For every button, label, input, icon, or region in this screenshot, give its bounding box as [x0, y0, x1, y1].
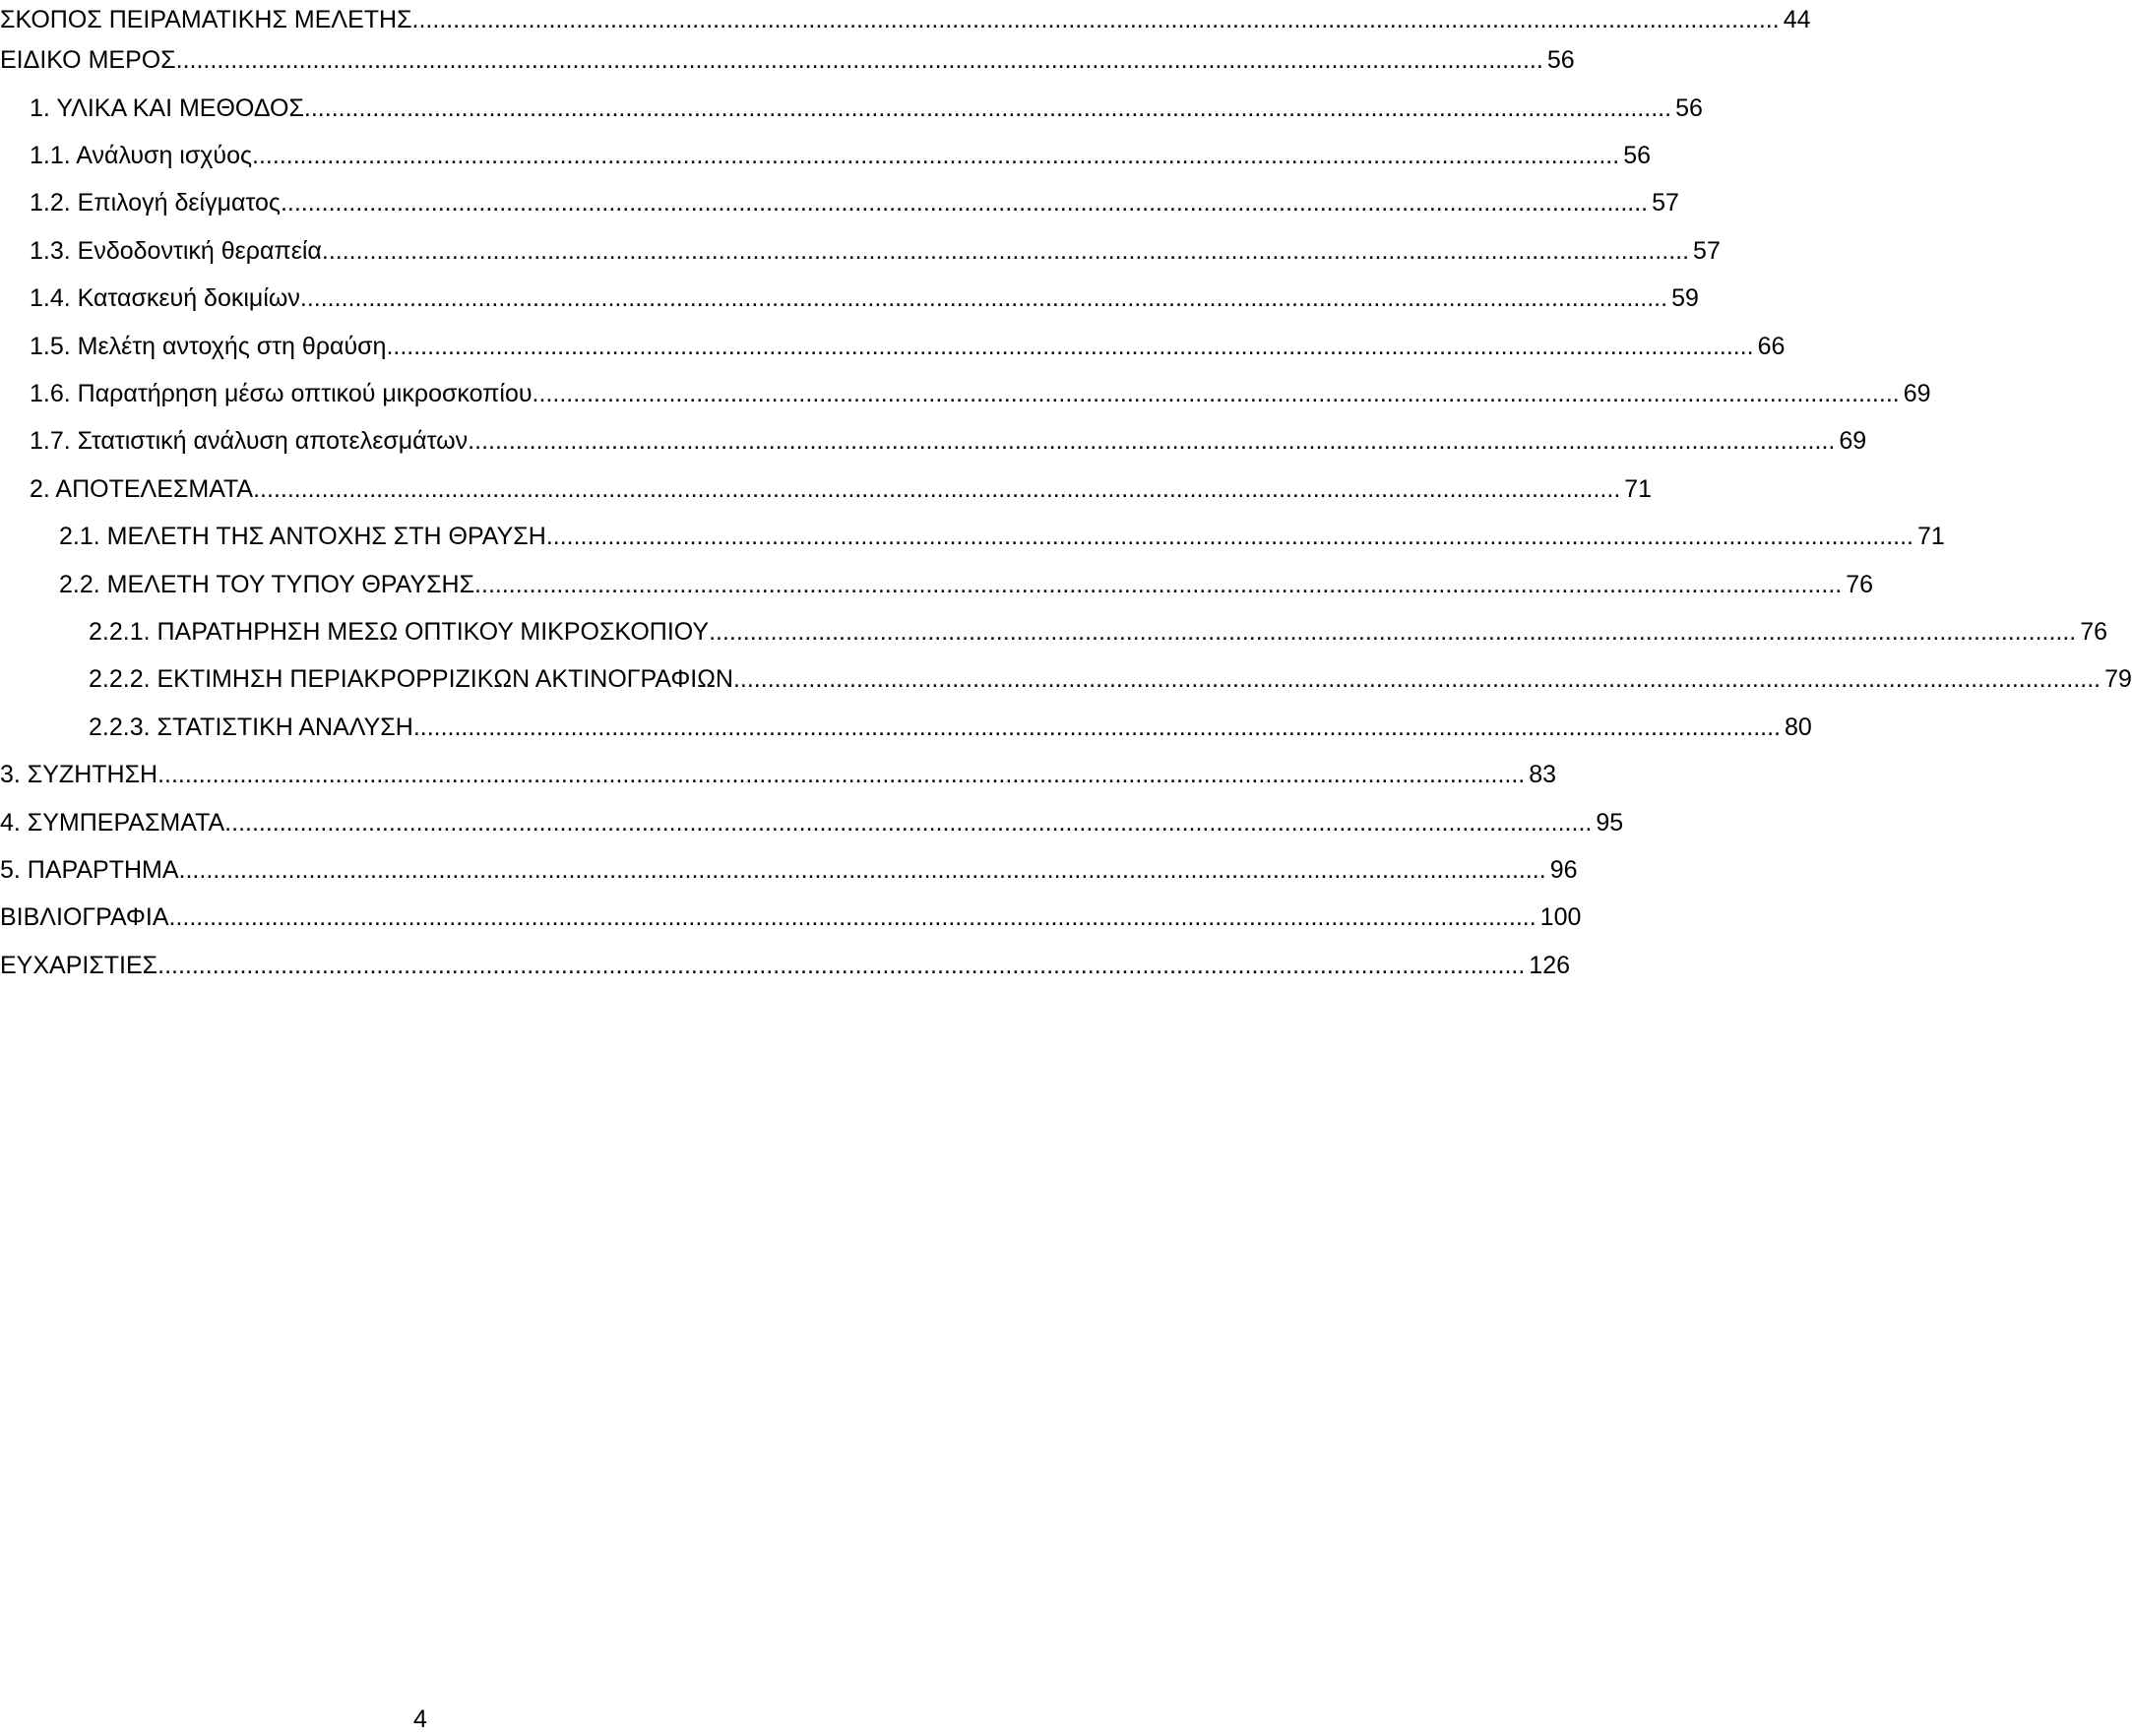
toc-entry-page: 96	[1546, 850, 1578, 890]
toc-entry	[89, 659, 2132, 699]
toc-entry-label: 1.1. Ανάλυση ισχύος	[30, 136, 252, 175]
toc-entry	[30, 89, 1703, 128]
toc-entry-page: 44	[1780, 0, 1811, 39]
dot-leader: ........................................................................................................................................................................................................	[157, 952, 1526, 979]
dot-leader: ........................................................................................................................................................................................................	[709, 618, 2077, 646]
dot-leader: ........................................................................................................................................................................................................	[303, 94, 1672, 122]
dot-leader: ........................................................................................................................................................................................................	[474, 571, 1843, 598]
toc-entry-page: 57	[1689, 231, 1721, 271]
toc-entry-page: 79	[2101, 659, 2132, 699]
toc-entry-label: ΕΥΧΑΡΙΣΤΙΕΣ	[0, 946, 157, 985]
dot-leader: ........................................................................................................................................................................................................	[532, 380, 1900, 407]
dot-leader: ........................................................................................................................................................................................................	[157, 761, 1526, 788]
dot-leader: ........................................................................................................................................................................................................	[280, 189, 1649, 217]
toc-entry-label: 3. ΣΥΖΗΤΗΣΗ	[0, 755, 157, 794]
dot-leader: ........................................................................................................................................................................................................	[321, 237, 1690, 265]
toc-entry-page: 76	[2076, 612, 2107, 651]
toc-entry	[30, 279, 1699, 318]
dot-leader: ........................................................................................................................................................................................................	[168, 903, 1536, 931]
toc-entry-label: 2. ΑΠΟΤΕΛΕΣΜΑΤΑ	[30, 469, 253, 509]
toc-entry-label: 1.6. Παρατήρηση μέσω οπτικού μικροσκοπίου	[30, 374, 533, 413]
toc-entry-label: 1.2. Επιλογή δείγματος	[30, 183, 281, 222]
dot-leader: ........................................................................................................................................................................................................	[253, 475, 1621, 503]
toc-entry	[0, 803, 1624, 842]
dot-leader: ........................................................................................................................................................................................................	[252, 142, 1620, 169]
dot-leader: ........................................................................................................................................................................................................	[732, 665, 2101, 693]
toc-entry	[30, 374, 1931, 413]
toc-entry-label: 2.2.2. ΕΚΤΙΜΗΣΗ ΠΕΡΙΑΚΡΟΡΡΙΖΙΚΩΝ ΑΚΤΙΝΟΓΡΑΦΙΩΝ	[89, 659, 733, 699]
dot-leader: ........................................................................................................................................................................................................	[411, 6, 1780, 33]
dot-leader: ........................................................................................................................................................................................................	[386, 333, 1754, 360]
toc-entry	[30, 469, 1653, 509]
toc-entry	[89, 612, 2108, 651]
toc-entry	[89, 708, 1812, 747]
toc-entry-label: 1.4. Κατασκευή δοκιμίων	[30, 279, 300, 318]
toc-entry-label: 1.3. Ενδοδοντική θεραπεία	[30, 231, 322, 271]
toc-entry-page: 100	[1536, 898, 1582, 937]
toc-entry-page: 56	[1619, 136, 1651, 175]
toc-entry-page: 76	[1842, 565, 1873, 604]
toc-entry-page: 66	[1754, 327, 1786, 366]
toc-entry-page: 56	[1671, 89, 1703, 128]
dot-leader: ........................................................................................................................................................................................................	[468, 427, 1836, 455]
toc-entry	[30, 421, 1867, 461]
toc-entry-label: 4. ΣΥΜΠΕΡΑΣΜΑΤΑ	[0, 803, 224, 842]
toc-entry	[0, 755, 1557, 794]
toc-entry-label: ΕΙΔΙΚΟ ΜΕΡΟΣ	[0, 40, 176, 80]
toc-entry	[0, 898, 1582, 937]
toc-entry	[30, 327, 1786, 366]
toc-entry-page: 59	[1667, 279, 1699, 318]
toc-entry	[30, 231, 1721, 271]
toc-entry-label: 5. ΠΑΡΑΡΤΗΜΑ	[0, 850, 179, 890]
toc-entry-label: 2.2.1. ΠΑΡΑΤΗΡΗΣΗ ΜΕΣΩ ΟΠΤΙΚΟΥ ΜΙΚΡΟΣΚΟΠΙΟΥ	[89, 612, 709, 651]
toc-entry-label: 2.2. ΜΕΛΕΤΗ ΤΟΥ ΤΥΠΟΥ ΘΡΑΥΣΗΣ	[59, 565, 474, 604]
toc-entry-page: 69	[1835, 421, 1866, 461]
toc-entry	[0, 0, 1811, 39]
dot-leader: ........................................................................................................................................................................................................	[178, 856, 1546, 884]
toc-entry-label: 1.5. Μελέτη αντοχής στη θραύση	[30, 327, 386, 366]
toc-entry-label: ΒΙΒΛΙΟΓΡΑΦΙΑ	[0, 898, 169, 937]
toc-entry-label: ΣΚΟΠΟΣ ΠΕΙΡΑΜΑΤΙΚΗΣ ΜΕΛΕΤΗΣ	[0, 0, 412, 39]
toc-entry-label: 1.7. Στατιστική ανάλυση αποτελεσμάτων	[30, 421, 468, 461]
page-number: 4	[413, 1705, 427, 1733]
dot-leader: ........................................................................................................................................................................................................	[412, 713, 1781, 741]
toc-entry	[30, 136, 1652, 175]
toc-entry-page: 126	[1525, 946, 1570, 985]
dot-leader: ........................................................................................................................................................................................................	[175, 46, 1543, 74]
toc-entry-page: 71	[1620, 469, 1652, 509]
toc-entry-page: 83	[1525, 755, 1556, 794]
toc-entry-page: 57	[1648, 183, 1679, 222]
toc-entry	[0, 946, 1571, 985]
toc-entry	[59, 517, 1945, 556]
toc-entry-label: 2.1. ΜΕΛΕΤΗ ΤΗΣ ΑΝΤΟΧΗΣ ΣΤΗ ΘΡΑΥΣΗ	[59, 517, 546, 556]
toc-entry	[30, 183, 1679, 222]
toc-entry-page: 69	[1900, 374, 1931, 413]
toc-entry	[59, 565, 1874, 604]
toc-entry-label: 2.2.3. ΣΤΑΤΙΣΤΙΚΗ ΑΝΑΛΥΣΗ	[89, 708, 413, 747]
toc-entry	[0, 40, 1575, 80]
dot-leader: ........................................................................................................................................................................................................	[545, 523, 1913, 550]
toc-entry	[0, 850, 1578, 890]
dot-leader: ........................................................................................................................................................................................................	[224, 809, 1593, 837]
dot-leader: ........................................................................................................................................................................................................	[299, 284, 1668, 312]
toc-entry-page: 80	[1781, 708, 1812, 747]
toc-entry-page: 95	[1592, 803, 1623, 842]
toc-entry-page: 71	[1913, 517, 1945, 556]
toc-entry-label: 1. ΥΛΙΚΑ ΚΑΙ ΜΕΘΟΔΟΣ	[30, 89, 304, 128]
toc-entry-page: 56	[1543, 40, 1575, 80]
